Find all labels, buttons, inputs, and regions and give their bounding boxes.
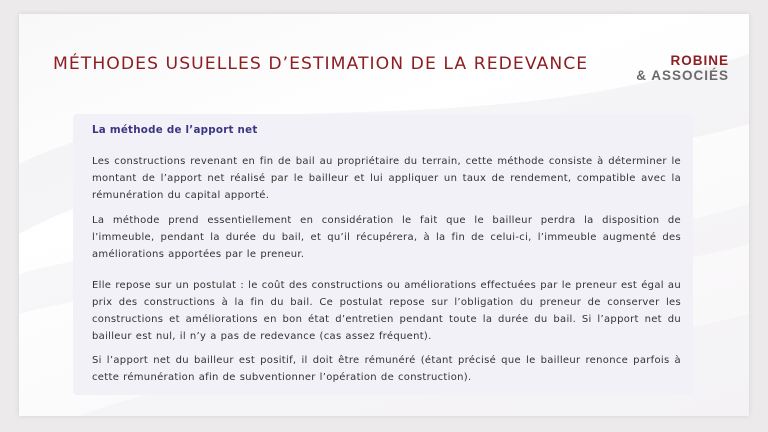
slide-title: MÉTHODES USUELLES D’ESTIMATION DE LA REDEVANCE bbox=[53, 54, 589, 74]
paragraph-2: La méthode prend essentiellement en considération le fait que le bailleur perdra la disposition de l’immeuble, pendant la durée du bail, et qu’il récupérera, à la fin de celui-ci, l’immeuble augmenté des améliorations apportées par le preneur. bbox=[92, 215, 681, 260]
content-panel bbox=[73, 114, 693, 395]
slide bbox=[19, 14, 749, 416]
logo-line-1: ROBINE bbox=[670, 53, 729, 68]
paragraph-4: Si l’apport net du bailleur est positif, il doit être rémunéré (étant précisé que le bailleur renonce parfois à cette rémunération afin de subventionner l’opération de construction). bbox=[92, 355, 681, 383]
paragraph-3: Elle repose sur un postulat : le coût des constructions ou améliorations effectuées par le preneur est égal au prix des constructions à la fin du bail. Ce postulat repose sur l’obligation du preneur de conserver les constructions et améliorations en bon état d’entretien pendant toute la durée du bail. Si l’apport net du bailleur est nul, il n’y a pas de redevance (cas assez fréquent). bbox=[92, 280, 681, 342]
logo-line-2: & ASSOCIÉS bbox=[636, 68, 729, 83]
company-logo bbox=[636, 53, 729, 83]
section-heading: La méthode de l’apport net bbox=[92, 124, 258, 136]
paragraph-1: Les constructions revenant en fin de bail au propriétaire du terrain, cette méthode consiste à déterminer le montant de l’apport net réalisé par le bailleur et lui appliquer un taux de rendement, compatible avec la rémunération du capital apporté. bbox=[92, 156, 681, 201]
